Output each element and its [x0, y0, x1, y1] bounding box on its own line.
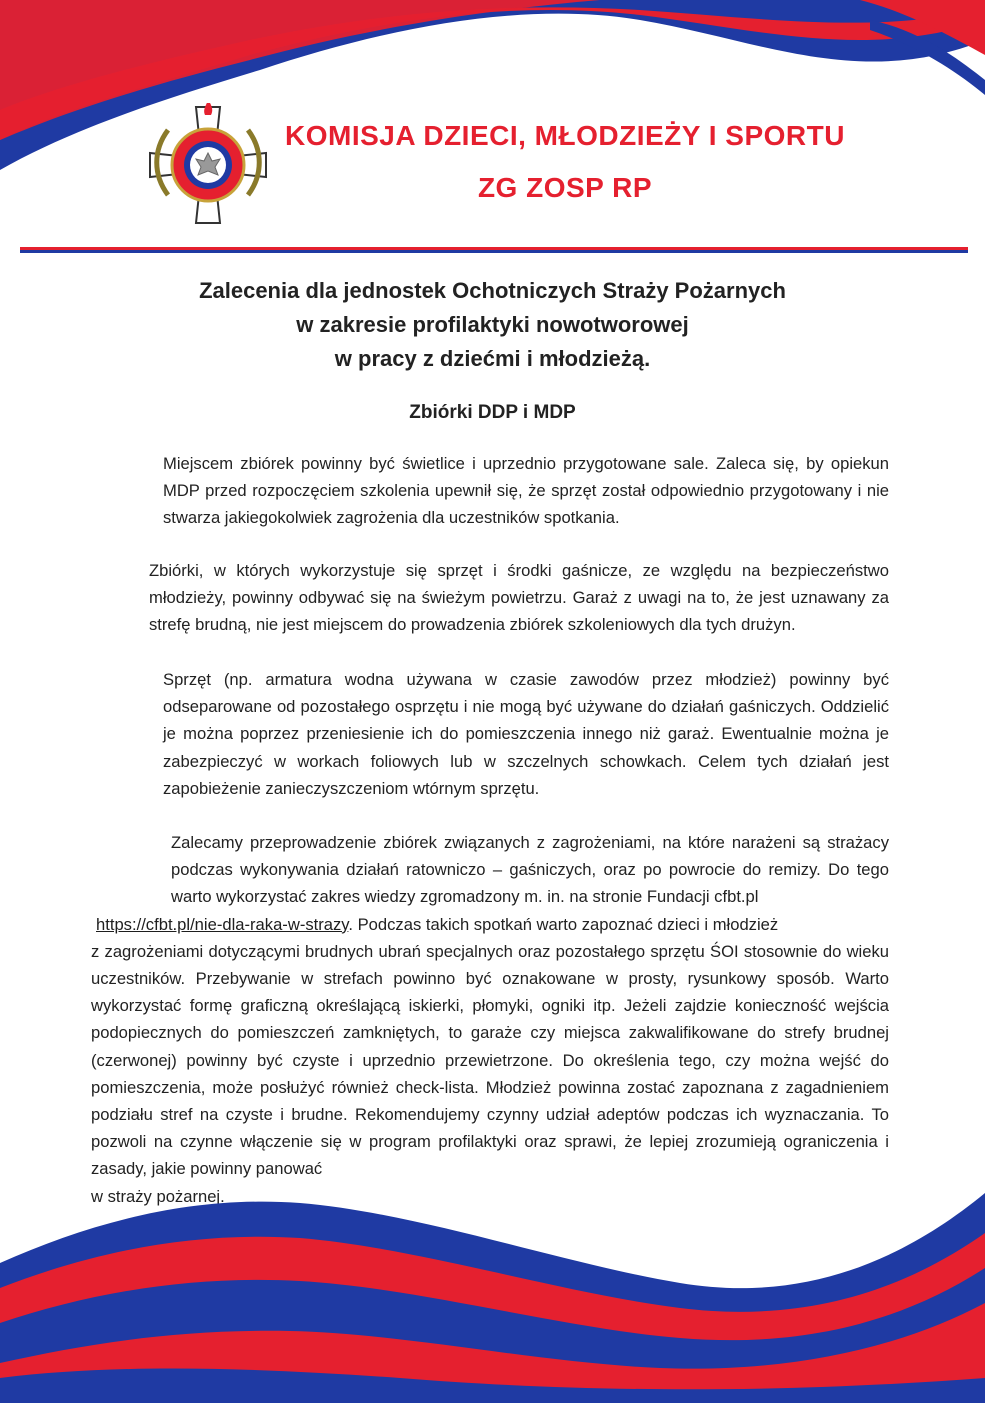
paragraph	[91, 557, 889, 639]
organization-subname: ZG ZOSP RP	[477, 172, 653, 203]
section-heading: Zbiórki DDP i MDP	[409, 402, 576, 423]
paragraph	[91, 666, 889, 802]
paragraph	[91, 829, 889, 1210]
paragraph-text: w straży pożarnej.	[91, 1186, 225, 1206]
header-divider-blue	[20, 250, 968, 253]
organization-name: KOMISJA DZIECI, MŁODZIEŻY I SPORTU	[285, 120, 845, 151]
paragraph-text: Zbiórki, w których wykorzystuje się sprzęt i środki gaśnicze, ze względu na bezpieczeństwo młodzieży, powinny odbywać się na świeżym powietrzu. Garaż z uwagi na to, że jest uznawany za strefę brudną, nie jest miejscem do prowadzenia zbiórek szkoleniowych dla tych drużyn.	[149, 561, 889, 635]
paragraph-text: z zagrożeniami dotyczącymi brudnych ubrań specjalnych oraz pozostałego sprzętu ŚOI stosownie do wieku uczestników. Przebywanie w strefach powinno być oznakowane w prosty, rysunkowy sposób. Warto wykorzystać formę graficzną określającą iskierki, płomyki, ogniki itp. Jeżeli zajdzie konieczność wejścia podopiecznych do pomieszczeń zamkniętych, to garaże czy miejsca zakwalifikowane do strefy brudnej (czerwonej) powinny być czyste i uprzednio przewietrzone. Do określenia tego, czy można wejść do pomieszczenia, może posłużyć również check-lista. Młodzież powinna zostać zapoznana z zagadnieniem podziału stref na czyste i brudne. Rekomendujemy czynny udział adeptów podczas ich wyznaczania. To pozwoli na czynne włączenie się w program profilaktyki oraz sprawi, że lepiej zrozumieją ograniczenia i zasady, jakie powinny panować	[91, 941, 889, 1179]
paragraph-text: . Podczas takich spotkań warto zapoznać dzieci i młodzież	[348, 914, 779, 934]
document-title-line: w pracy z dziećmi i młodzieżą.	[334, 346, 651, 371]
paragraph-text: Miejscem zbiórek powinny być świetlice i uprzednio przygotowane sale. Zaleca się, by opiekun MDP przed rozpoczęciem szkolenia upewnił się, że sprzęt został odpowiednio przygotowany i nie stwarza jakiegokolwiek zagrożenia dla uczestników spotkania.	[163, 454, 889, 528]
cfbt-link[interactable]: https://cfbt.pl/nie-dla-raka-w-strazy	[96, 914, 349, 934]
paragraph-link-line	[91, 911, 889, 938]
document-title-line: Zalecenia dla jednostek Ochotniczych Straży Pożarnych	[199, 278, 786, 303]
document-title-line: w zakresie profilaktyki nowotworowej	[296, 312, 689, 337]
document-title	[90, 274, 895, 376]
paragraph	[91, 450, 889, 532]
paragraph-text: Sprzęt (np. armatura wodna używana w czasie zawodów przez młodzież) powinny być odseparowane od pozostałego osprzętu i nie mogą być używane do działań gaśniczych. Oddzielić je można poprzez przeniesienie ich do pomieszczenia innego niż garaż. Ewentualnie można je zabezpieczyć w workach foliowych lub w szczelnych schowkach. Celem tych działań jest zapobieżenie zanieczyszczeniom wtórnym sprzętu.	[163, 670, 889, 798]
footer-wave-decoration	[0, 1173, 985, 1403]
paragraph-text: Zalecamy przeprowadzenie zbiórek związanych z zagrożeniami, na które narażeni są strażacy podczas wykonywania działań ratowniczo – gaśniczych, oraz po powrocie do remizy. Do tego warto wykorzystać zakres wiedzy zgromadzony m. in. na stronie Fundacji cfbt.pl	[171, 833, 889, 907]
